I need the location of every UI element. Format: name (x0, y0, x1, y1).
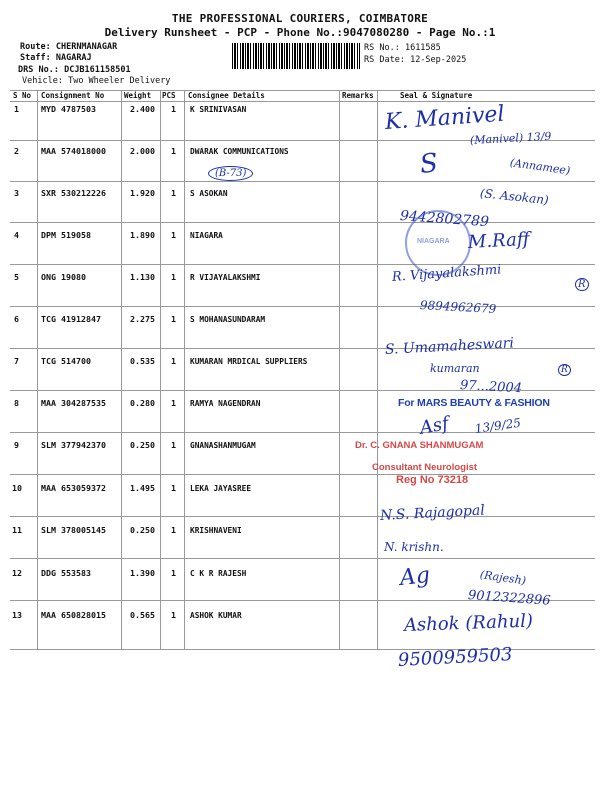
row-weight: 0.250 (130, 440, 155, 450)
staff-line (20, 53, 92, 63)
row-pcs: 1 (171, 104, 176, 114)
row-divider (10, 222, 595, 223)
signature-row5-phone: 9894962679 (419, 298, 497, 316)
doctor-stamp-reg: Reg No 73218 (396, 474, 469, 486)
signature-row12-name: (Rajesh) (479, 568, 527, 588)
row-consignee: GNANASHANMUGAM (190, 441, 256, 450)
row-weight: 1.495 (130, 483, 155, 493)
route-value: CHERNMANAGAR (55, 42, 118, 52)
row-divider (10, 558, 595, 559)
signature-row7-phone: 97...2004 (459, 378, 523, 397)
row-consignment: MAA 653059372 (41, 483, 106, 493)
mars-beauty-stamp: For MARS BEAUTY & FASHION (398, 397, 550, 409)
staff-value: NAGARAJ (55, 53, 92, 63)
signature-row13-phone: 9500959503 (397, 644, 513, 671)
row-weight: 0.280 (130, 398, 155, 408)
row-consignee: S MOHANASUNDARAM (190, 315, 266, 324)
col-divider (377, 91, 378, 649)
vehicle-label: Vehicle: (22, 76, 63, 86)
row-pcs: 1 (171, 314, 176, 324)
signature-row1-name: (Manivel) 13/9 (469, 129, 552, 147)
row-sno: 3 (14, 188, 19, 198)
col-header-signature: Seal & Signature (400, 91, 473, 100)
signature-row8-date: 13/9/25 (474, 415, 522, 436)
vehicle-value: Two Wheeler Delivery (68, 76, 171, 86)
drs-label: DRS No.: (18, 65, 59, 75)
rs-no-label: RS No.: (364, 43, 400, 53)
row-divider (10, 264, 595, 265)
route-line (20, 42, 117, 52)
row-consignee: NIAGARA (190, 231, 223, 240)
row-sno: 1 (14, 104, 19, 114)
row-consignment: MAA 650828015 (41, 610, 106, 620)
row-sno: 5 (14, 272, 19, 282)
row-consignment: MAA 574018000 (41, 146, 106, 156)
col-header-pcs: PCS (162, 91, 176, 100)
row-consignment: MYD 4787503 (41, 104, 96, 114)
row-consignment: SXR 530212226 (41, 188, 106, 198)
signature-row5-mark: R (575, 278, 589, 291)
barcode (232, 43, 360, 69)
row-weight: 0.535 (130, 356, 155, 366)
row-weight: 0.250 (130, 525, 155, 535)
signature-row4: M.Raff (467, 228, 531, 253)
row-divider (10, 181, 595, 182)
row-pcs: 1 (171, 272, 176, 282)
drs-line (18, 65, 131, 75)
signature-row2-name: (Annamee) (509, 156, 572, 178)
signature-row7: S. Umamaheswari (384, 335, 515, 358)
doctor-stamp-name: Dr. C. GNANA SHANMUGAM (355, 440, 484, 451)
row-divider (10, 306, 595, 307)
row-consignee: KRISHNAVENI (190, 526, 242, 535)
row-pcs: 1 (171, 525, 176, 535)
row-consignee: DWARAK COMMUNICATIONS (190, 147, 289, 156)
col-divider (339, 91, 340, 649)
col-divider (37, 91, 38, 649)
row-sno: 11 (12, 525, 22, 535)
doctor-stamp-title: Consultant Neurologist (372, 462, 478, 473)
row-pcs: 1 (171, 230, 176, 240)
row-pcs: 1 (171, 146, 176, 156)
row-divider (10, 474, 595, 475)
row-consignee: R VIJAYALAKSHMI (190, 273, 261, 282)
row-consignee: RAMYA NAGENDRAN (190, 399, 261, 408)
row-sno: 7 (14, 356, 19, 366)
seal-text: NIAGARA (417, 238, 450, 245)
row-consignment: DDG 553583 (41, 568, 91, 578)
row-pcs: 1 (171, 356, 176, 366)
row-pcs: 1 (171, 398, 176, 408)
row-sno: 12 (12, 568, 22, 578)
signature-row7-company: kumaran (430, 362, 480, 375)
runsheet-title: Delivery Runsheet - PCP - Phone No.:9047080280 - Page No.:1 (104, 26, 496, 39)
signature-row10: N.S. Rajagopal (379, 502, 486, 524)
col-header-weight: Weight (124, 91, 152, 100)
signature-row12-phone: 9012322896 (467, 588, 552, 609)
row-weight: 2.275 (130, 314, 155, 324)
row-consignee: S ASOKAN (190, 189, 228, 198)
col-header-consignee: Consignee Details (188, 91, 265, 100)
row-consignee: K SRINIVASAN (190, 105, 247, 114)
row-consignee: ASHOK KUMAR (190, 611, 242, 620)
row-weight: 0.565 (130, 610, 155, 620)
row-sno: 6 (14, 314, 19, 324)
row-pcs: 1 (171, 610, 176, 620)
row-consignment: ONG 19080 (41, 272, 86, 282)
row-consignment: TCG 41912847 (41, 314, 101, 324)
col-divider (184, 91, 185, 649)
row-pcs: 1 (171, 440, 176, 450)
staff-label: Staff: (20, 53, 51, 63)
signature-row2-scribble: S (418, 148, 440, 180)
row-weight: 2.400 (130, 104, 155, 114)
signature-row8-scribble: Asf (418, 413, 451, 439)
signature-row7-mark: R (558, 364, 571, 376)
row-consignee: LEKA JAYASREE (190, 484, 252, 493)
row-pcs: 1 (171, 568, 176, 578)
row-sno: 10 (12, 483, 22, 493)
row-sno: 4 (14, 230, 19, 240)
row-consignment: SLM 377942370 (41, 440, 106, 450)
vehicle-line (22, 76, 170, 86)
signature-row5: R. Vijayalakshmi (391, 262, 502, 285)
rs-date-label: RS Date: (364, 55, 405, 65)
row2-handwritten-note: (B-73) (208, 166, 253, 181)
signature-row1: K. Manivel (384, 101, 506, 135)
rs-date-line (364, 55, 466, 65)
rs-no-value: 1611585 (404, 43, 441, 53)
header-bottom-rule (10, 101, 595, 102)
col-header-remarks: Remarks (342, 91, 374, 100)
row-weight: 1.920 (130, 188, 155, 198)
row-sno: 8 (14, 398, 19, 408)
signature-row12-scribble: Ag (398, 562, 432, 591)
row-sno: 13 (12, 610, 22, 620)
row-consignment: MAA 304287535 (41, 398, 106, 408)
row-sno: 9 (14, 440, 19, 450)
row-divider (10, 432, 595, 433)
drs-value: DCJB161158501 (64, 65, 131, 75)
col-header-consignment: Consignment No (41, 91, 105, 100)
signature-row11: N. krishn. (384, 540, 444, 554)
row-consignee: C K R RAJESH (190, 569, 247, 578)
row-divider (10, 516, 595, 517)
company-name: THE PROFESSIONAL COURIERS, COIMBATORE (171, 12, 429, 25)
row-consignee: KUMARAN MRDICAL SUPPLIERS (190, 357, 308, 366)
row-consignment: DPM 519058 (41, 230, 91, 240)
signature-row3-name: (S. Asokan) (479, 186, 550, 208)
row-weight: 1.890 (130, 230, 155, 240)
row-weight: 1.390 (130, 568, 155, 578)
row-weight: 1.130 (130, 272, 155, 282)
signature-row3-phone: 9442802789 (399, 208, 490, 231)
row-consignment: TCG 514700 (41, 356, 91, 366)
signature-row13: Ashok (Rahul) (403, 610, 534, 636)
col-header-sno: S No (13, 91, 32, 100)
rs-no-line (364, 43, 441, 53)
col-divider (121, 91, 122, 649)
col-divider (160, 91, 161, 649)
row-sno: 2 (14, 146, 19, 156)
row-consignment: SLM 378005145 (41, 525, 106, 535)
row-pcs: 1 (171, 483, 176, 493)
row-pcs: 1 (171, 188, 176, 198)
rs-date-value: 12-Sep-2025 (410, 55, 467, 65)
route-label: Route: (20, 42, 51, 52)
row-weight: 2.000 (130, 146, 155, 156)
